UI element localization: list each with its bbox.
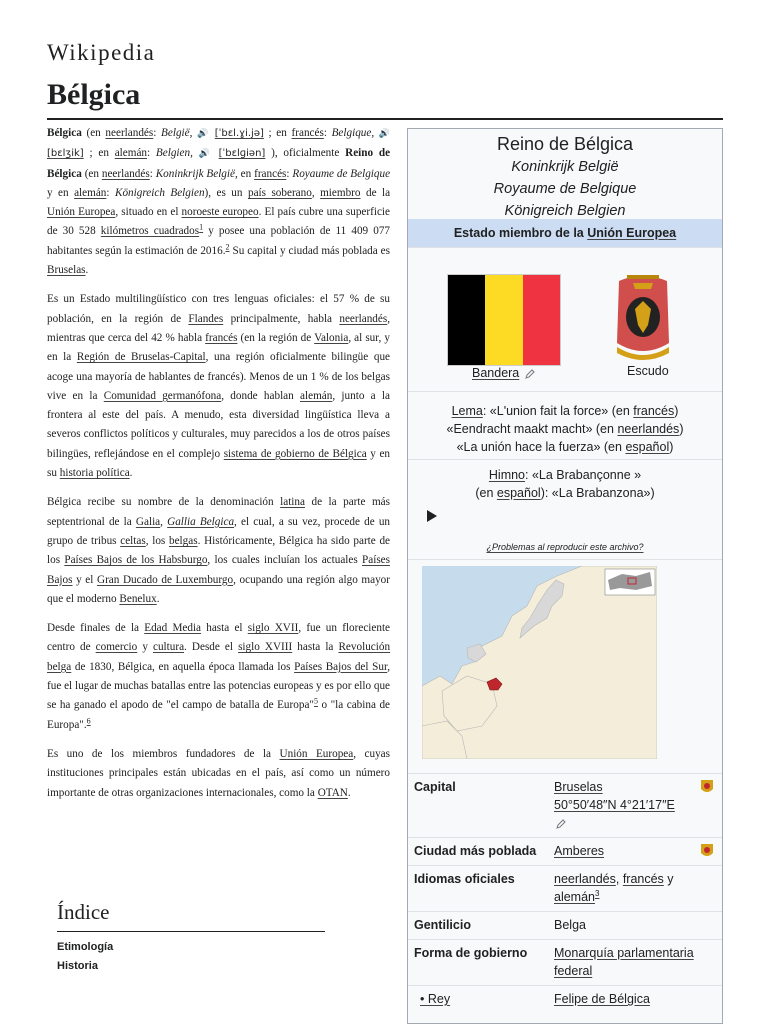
text-4: . El país cubre una superficie de 30 528 (47, 206, 390, 238)
coat-of-arms-icon[interactable] (698, 778, 716, 796)
link-himno[interactable]: Himno (488, 468, 526, 482)
text: (en la región de (240, 331, 312, 344)
text: , (160, 515, 163, 528)
link-felipe[interactable]: Felipe de Bélgica (554, 992, 650, 1006)
link-revolucion-belga[interactable]: Revolución belga (47, 641, 391, 673)
text: . Históricamente, Bélgica ha sido parte de los (47, 534, 391, 567)
demonym-value: Belga (554, 918, 586, 932)
link-problemas[interactable]: ¿Problemas al reproducir este archivo? (486, 542, 644, 552)
link-celtas[interactable]: celtas (120, 534, 146, 547)
link-galia[interactable]: Galia (135, 515, 161, 528)
link-frances-3[interactable]: francés (205, 331, 238, 344)
motto-end: ) (669, 440, 674, 454)
ipa-french[interactable]: [bɛlʒik] (47, 148, 84, 160)
link-region-bruselas[interactable]: Región de Bruselas-Capital (76, 351, 206, 364)
king-value (554, 990, 716, 1008)
text: , al sur, y en la (47, 331, 391, 364)
text-sep1: ; en (268, 127, 287, 139)
link-bandera[interactable]: Bandera (472, 366, 520, 380)
link-latina[interactable]: latina (280, 496, 305, 509)
link-paises-bajos-habsburgo[interactable]: Países Bajos de los Habsburgo (64, 554, 208, 567)
motto-text: «Eendracht maakt macht» (en (446, 422, 614, 436)
coat-caption (627, 364, 669, 378)
link-pais-soberano[interactable]: país soberano (247, 186, 312, 199)
text: y el (76, 573, 94, 586)
link-noroeste-europeo[interactable]: noroeste europeo (181, 206, 259, 219)
row-largest-city (408, 837, 722, 865)
text: , junto a la frontera al este del país. A menudo, esta diversidad lingüística lleva a severos conflictos políticos y culturales, muy parecidos a los de otros países bilingües, reflejándose en el complejo (47, 389, 390, 460)
speaker-icon[interactable]: 🔊 (198, 149, 213, 160)
text: Es un Estado multilingüístico con tres lenguas oficiales: el 57 % de su población, en la región de (47, 293, 390, 325)
link-monarquia[interactable]: Monarquía parlamentaria federal (554, 946, 694, 978)
text: , fue el lugar de muchas batallas entre las potencias europeas y es por ello que se ha ganado el apodo de "el campo de batalla de Europa" (47, 660, 391, 712)
link-union-europea-2[interactable]: Unión Europea (279, 747, 354, 760)
motto-end: ) (679, 422, 684, 436)
text: , ocupando una región algo mayor que el moderno (47, 573, 391, 605)
anthem-section (408, 459, 722, 559)
wikipedia-logo[interactable]: Wikipedia (47, 40, 156, 65)
text-en3: en (240, 167, 252, 180)
text: principalmente, habla (230, 312, 333, 325)
infobox-data-rows (408, 773, 722, 1013)
text: , mientras que cerca del 42 % habla (47, 312, 391, 344)
link-neerlandes[interactable]: neerlandés (105, 127, 154, 139)
dutch-official-name: Koninkrijk België, (155, 167, 238, 180)
anthem-line-1 (408, 466, 722, 484)
text: , donde hablan (221, 389, 294, 402)
speaker-icon[interactable]: 🔊 (378, 129, 391, 139)
link-kilometros-cuadrados[interactable]: kilómetros cuadrados (100, 225, 200, 238)
languages-value: neerlandés, francés y alemán$^3$ (554, 872, 674, 904)
text-6: Su capital y ciudad más poblada es (232, 244, 390, 257)
text-close: ), (271, 147, 278, 160)
text-1: ), es un (204, 186, 243, 199)
text: Bélgica recibe su nombre de la denominación (47, 496, 274, 509)
motto-line-3 (408, 438, 722, 456)
link-flandes[interactable]: Flandes (188, 312, 224, 325)
german-official-name: Königreich Belgien (114, 186, 205, 199)
playback-problems-link[interactable] (408, 538, 722, 556)
title-divider (47, 118, 723, 120)
link-frances-2[interactable]: francés (254, 167, 287, 180)
link-otan[interactable]: OTAN (317, 786, 348, 799)
link-rey[interactable]: • Rey (420, 992, 451, 1006)
infobox-name-dutch: Koninkrijk België (511, 159, 619, 175)
row-capital (408, 774, 722, 837)
link-lang-frances[interactable]: francés (622, 872, 664, 886)
capital-value (554, 778, 698, 832)
german-name: Belgien, (155, 147, 193, 160)
toc-item-etimologia[interactable]: Etimología (57, 941, 114, 953)
reference-3[interactable]: 3 (595, 888, 600, 898)
link-lema[interactable]: Lema (451, 404, 483, 418)
text: hasta la (297, 641, 334, 654)
largest-city-label: Ciudad más poblada (414, 844, 537, 858)
text: , una región oficialmente bilingüe que acoge una mayoría de hablantes de francés). Menos de un 1 % de los belgas vive en la (47, 351, 391, 402)
eu-member-banner (408, 219, 722, 247)
link-lang-neerlandes[interactable]: neerlandés (554, 872, 616, 886)
motto-text: «La unión hace la fuerza» (en (456, 440, 622, 454)
french-name: Belgique, (331, 127, 375, 139)
link-benelux[interactable]: Benelux (119, 592, 157, 605)
motto-end: ) (674, 404, 679, 418)
flag-and-coat-section (408, 247, 722, 391)
languages-label: Idiomas oficiales (414, 872, 515, 886)
map-section (408, 559, 722, 773)
link-paises-bajos[interactable]: Países Bajos (47, 554, 390, 586)
text: , el cual, a su vez, procede de un grupo de tribus (47, 515, 391, 547)
play-icon[interactable] (427, 510, 437, 522)
link-coordinates[interactable]: 50°50′48″N 4°21′17″E (554, 798, 675, 812)
member-text: Estado miembro de la (453, 226, 584, 240)
text: hasta el (206, 622, 243, 635)
row-government (408, 939, 722, 985)
link-luxemburgo[interactable]: Gran Ducado de Luxemburgo (96, 573, 234, 586)
link-aleman-2[interactable]: alemán (74, 186, 107, 199)
motto-line-2 (408, 420, 722, 438)
article-body (47, 124, 390, 813)
link-amberes[interactable]: Amberes (554, 844, 605, 858)
eu-paragraph (47, 745, 390, 803)
flag-caption (472, 366, 535, 380)
row-king (408, 985, 722, 1013)
text: . Desde el (184, 641, 233, 654)
link-comercio[interactable]: comercio (95, 641, 138, 654)
text: Es uno de los miembros fundadores de la (47, 747, 272, 760)
text: de 1830, Bélgica, en aquella época llamada los (74, 660, 291, 673)
text: , los (145, 534, 166, 547)
text-3: , situado en el (115, 206, 179, 219)
link-neerlandes-3[interactable]: neerlandés (339, 312, 388, 325)
link-paises-bajos-del-sur[interactable]: Países Bajos del Sur (294, 660, 388, 673)
link-valonia[interactable]: Valonia (314, 331, 349, 344)
infobox-name-french: Royaume de Belgique (493, 181, 637, 197)
escudo-label[interactable]: Escudo (627, 364, 669, 378)
anthem-text: (en (475, 486, 494, 500)
link-neerlandes-2[interactable]: neerlandés (101, 167, 150, 180)
motto-text: : «L'union fait la force» (en (482, 404, 630, 418)
link-frances[interactable]: francés (291, 127, 324, 139)
link-edad-media[interactable]: Edad Media (144, 622, 202, 635)
link-espanol-anthem[interactable]: español (496, 486, 541, 500)
page-title: Bélgica (47, 78, 141, 111)
reference-2[interactable]: 2 (225, 242, 230, 252)
link-comunidad-germanofona[interactable]: Comunidad germanófona (103, 389, 222, 402)
reference-1[interactable]: 1 (199, 222, 204, 232)
infobox (407, 128, 723, 1024)
capital-label: Capital (414, 780, 456, 794)
row-demonym (408, 911, 722, 939)
anthem-line-2 (408, 484, 722, 502)
article-term: Bélgica (47, 127, 82, 139)
text: , fue un floreciente centro de (47, 622, 391, 654)
row-official-languages (408, 865, 722, 911)
anthem-text: : «La Brabançonne » (525, 468, 642, 482)
coat-of-arms-icon[interactable] (698, 842, 716, 860)
text: . (347, 786, 351, 799)
europe-locator-map[interactable] (422, 566, 657, 759)
text: de la parte más septentrional de la (47, 496, 390, 528)
coat-of-arms-image[interactable] (613, 273, 673, 367)
text-and: y en (47, 186, 69, 199)
reference-6[interactable]: 6 (86, 715, 91, 725)
ipa-dutch[interactable]: [ˈbɛl.ɣi.jə] (214, 128, 264, 139)
intro-paragraph: Bélgica (en neerlandés: België, 🔊 [ˈbɛl.ɣi.jə] ; en francés: Belgique, 🔊 [bɛlʒik] ; en alemán: Belgien, 🔊 [ˈbɛlɡiən] ), oficialmente Reino de Bélgica (en neerlandés: Koninkrijk België, en francés: Royaume de Belgique y en alemán: Königreich Belgien), es un país soberano, miembro de la Unión Europea, situado en el noroeste europeo. El país cubre una superficie de 30 528 kilómetros cuadrados$^1$ y posee una población de 11 409 077 habitantes según la estimación de 2016.$^2$ Su capital y ciudad más poblada es Bruselas. (47, 127, 391, 277)
motto-line-1 (408, 402, 722, 420)
link-union-europea-infobox[interactable]: Unión Europea (587, 226, 677, 240)
text: Desde finales de la (47, 622, 140, 635)
link-bruselas-infobox[interactable]: Bruselas (554, 780, 603, 794)
etymology-paragraph (47, 493, 390, 609)
motto-section (408, 391, 722, 459)
link-cultura[interactable]: cultura (152, 641, 185, 654)
infobox-name-german: Königreich Belgien (504, 203, 626, 219)
ipa-german[interactable]: [ˈbɛlɡiən] (218, 148, 266, 160)
text-dot: . (85, 264, 89, 277)
link-union-europea[interactable]: Unión Europea (47, 206, 116, 219)
french-official-name: Royaume de Belgique (292, 167, 391, 180)
link-espanol-motto[interactable]: español (625, 440, 670, 454)
link-siglo-xvii[interactable]: siglo XVII (247, 622, 299, 635)
text: , cuyas instituciones principales están ubicadas en el país, así como un número importante de otras organizaciones internacionales, como la (47, 747, 390, 799)
text-2: de la (365, 186, 391, 199)
text: . (129, 467, 133, 480)
link-bruselas[interactable]: Bruselas (47, 264, 86, 277)
link-miembro[interactable]: miembro (320, 186, 361, 199)
link-historia-politica[interactable]: historia política (59, 467, 130, 480)
link-aleman[interactable]: alemán (114, 147, 148, 160)
link-frances-motto[interactable]: francés (633, 404, 675, 418)
toc-title: Índice (57, 900, 325, 932)
link-siglo-xviii[interactable]: siglo XVIII (238, 641, 293, 654)
pencil-icon[interactable] (556, 819, 566, 829)
text-comma: , (311, 186, 315, 199)
king-label (414, 990, 554, 1008)
demonym-label: Gentilicio (414, 918, 471, 932)
reference-5[interactable]: 5 (313, 696, 318, 706)
text-en: (en (86, 127, 101, 139)
languages-paragraph (47, 290, 390, 483)
link-sistema-gobierno[interactable]: sistema de gobierno de Bélgica (223, 447, 367, 460)
link-gallia-belgica[interactable]: Gallia Belgica (167, 515, 235, 528)
dutch-name: België, (161, 127, 193, 139)
infobox-title: Reino de Bélgica (496, 134, 634, 154)
text: y en su (47, 447, 391, 480)
text: , los cuales incluían los actuales (207, 554, 358, 567)
anthem-text: ): «La Brabanzona») (540, 486, 655, 500)
government-label: Forma de gobierno (414, 946, 528, 960)
text: . (156, 592, 160, 605)
link-aleman-3[interactable]: alemán (300, 389, 333, 402)
text-en2: (en (84, 167, 99, 180)
link-lang-aleman[interactable]: alemán (554, 890, 595, 904)
text: o "la cabina de Europa". (47, 699, 390, 731)
link-neerlandes-motto[interactable]: neerlandés (617, 422, 680, 436)
table-of-contents (57, 900, 325, 972)
infobox-header (408, 129, 722, 219)
text-sep2: ; en (89, 147, 109, 160)
government-value (554, 944, 716, 980)
history-paragraph (47, 619, 390, 735)
text: y (142, 641, 148, 654)
pencil-icon[interactable] (525, 369, 535, 379)
largest-city-value (554, 842, 698, 860)
link-belgas[interactable]: belgas (168, 534, 198, 547)
speaker-icon[interactable]: 🔊 (197, 129, 211, 139)
text-official: oficialmente (283, 147, 340, 160)
toc-item-historia[interactable]: Historia (57, 960, 98, 972)
official-name: Reino de Bélgica (47, 147, 391, 180)
text-5: y posee una población de 11 409 077 habitantes según la estimación de 2016. (47, 225, 391, 257)
belgium-flag[interactable] (447, 274, 561, 366)
